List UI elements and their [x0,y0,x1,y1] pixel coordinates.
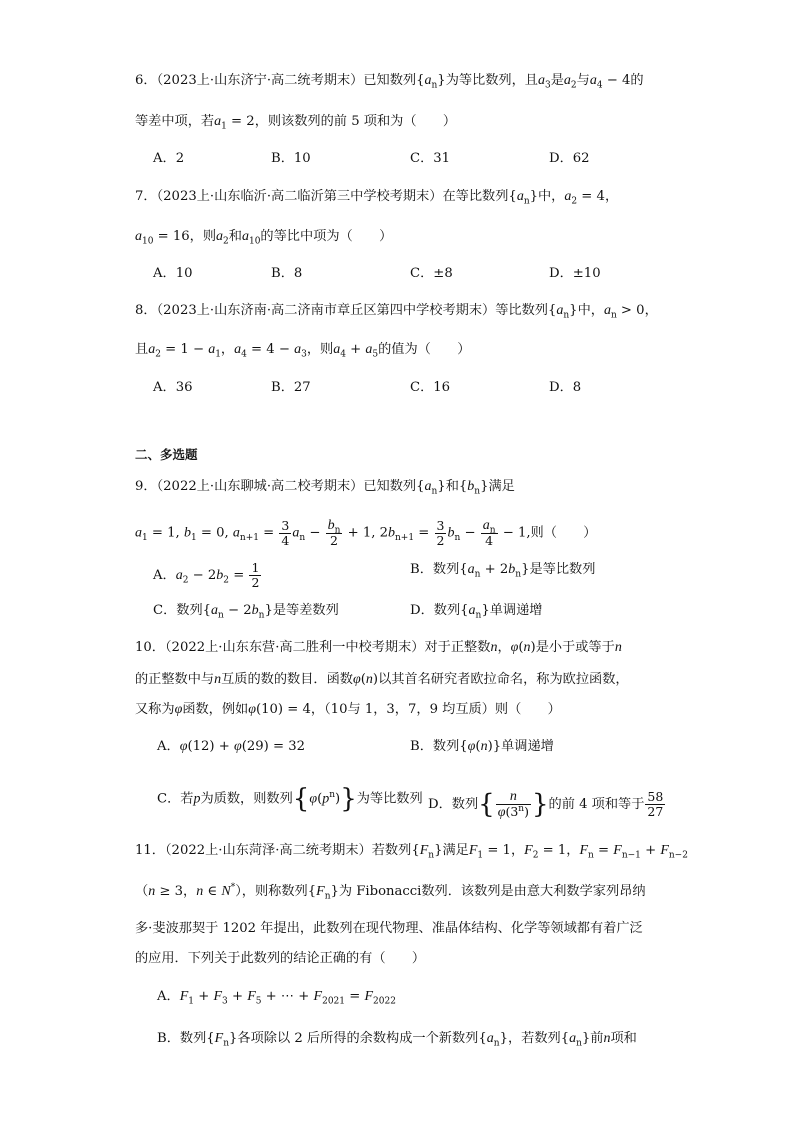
q11-line2: （n ≥ 3，n ∈ N*），则称数列$\{F_n\}$为 Fibonacci数列．该数列是由意大利数学家列昂纳 [135,882,646,902]
q9-option-d: D．数列$\{a_n\}$单调递增 [410,603,543,621]
q6-option-d: D．62 [549,151,590,166]
q8-line2: 且$a_2 = 1 - a_1$，$a_4 = 4 - a_3$，则$a_4 + a_5$的值为（ ） [135,342,471,360]
q8-option-b: B．27 [271,380,311,395]
q10-option-b: B．数列{φ(n)}单调递增 [410,739,554,754]
q10-option-a: A．φ(12) + φ(29) = 32 [157,739,306,754]
q9-option-b: B．数列$\{a_n + 2b_n\}$是等比数列 [410,562,596,580]
q6-option-a: A．2 [153,151,185,166]
q10-line2: 的正整数中与n互质的数的数目．函数φ(n)以其首名研究者欧拉命名，称为欧拉函数， [135,672,629,687]
q11-line1: 11．（2022上·山东菏泽·高二统考期末）若数列$\{F_n\}$满足$F_1 = 1$，$F_2 = 1$，$F_n = F_{n-1} + F_{n-2}$ [135,843,688,861]
q8-line1: 8．（2023上·山东济南·高二济南市章丘区第四中学校考期末）等比数列$\{a_n\}$中，$a_n > 0$， [135,303,658,321]
q8-option-c: C．16 [410,380,451,395]
q9-option-a: A．$a_2 - 2b_2$ = $\frac{1}{2}$ [153,560,260,590]
q8-option-a: A．36 [153,380,193,395]
q7-line2: $a_{10} = 16$，则$a_2$和$a_{10}$的等比中项为（ ） [135,229,393,247]
q11-option-a: A．$F_1 + F_3 + F_5$ + ⋯ + $F_{2021} = F_{2022}$ [157,989,396,1007]
q6-option-b: B．10 [271,151,311,166]
q7-option-b: B．8 [271,266,303,281]
q7-option-a: A．10 [153,266,193,281]
q7-line1: 7．（2023上·山东临沂·高二临沂第三中学校考期末）在等比数列$\{a_n\}$中，$a_2 = 4$， [135,189,619,207]
q10-option-d: D．数列{ $\frac{n}{\varphi(3^n)}$ }的前 4 项和等于 $\frac{58}{27}$ [428,789,664,820]
q9-line2: $a_1 = 1$, $b_1 = 0$, $a_{n+1}$ = $\frac{3}{4}$ $a_n$ − $\frac{b_n}{2}$ + 1, $2b_{n+1}$ = $\frac{3}{2}$ $b_n$ − $\frac{a_n}{4}$ − 1,则（ ） [135,517,597,548]
q11-line4: 的应用．下列关于此数列的结论正确的有（ ） [135,951,426,966]
q7-option-c: C．±8 [410,266,453,281]
q9-line1: 9．（2022上·山东聊城·高二校考期末）已知数列$\{a_n\}$和$\{b_n\}$满足 [135,479,515,497]
q9-option-c: C．数列$\{a_n - 2b_n\}$是等差数列 [153,603,339,621]
q6-option-c: C．31 [410,151,451,166]
section-heading-multi-choice: 二、多选题 [135,447,198,462]
q6-line2: 等差中项，若$a_1 = 2$，则该数列的前 5 项和为（ ） [135,114,457,132]
q6-line1: 6．（2023上·山东济宁·高二统考期末）已知数列$\{a_n\}$为等比数列，且$a_3$是$a_2$与$a_4 - 4$的 [135,73,644,91]
q10-line1: 10．（2022上·山东东营·高二胜利一中校考期末）对于正整数n，φ(n)是小于或等于n [135,640,622,655]
q8-option-d: D．8 [549,380,582,395]
q7-option-d: D．±10 [549,266,601,281]
q11-option-b: B．数列$\{F_n\}$各项除以 2 后所得的余数构成一个新数列$\{a_n\}$，若数列$\{a_n\}$前n项和 [157,1031,637,1049]
q10-option-c: C．若p为质数，则数列$\{\varphi(p^n)\}$为等比数列 [157,784,423,814]
q11-line3: 多·斐波那契于 1202 年提出，此数列在现代物理、准晶体结构、化学等领域都有着广泛 [135,921,643,936]
q10-line3: 又称为φ函数，例如φ(10) = 4，（10与 1，3，7，9 均互质）则（ ） [135,702,561,717]
